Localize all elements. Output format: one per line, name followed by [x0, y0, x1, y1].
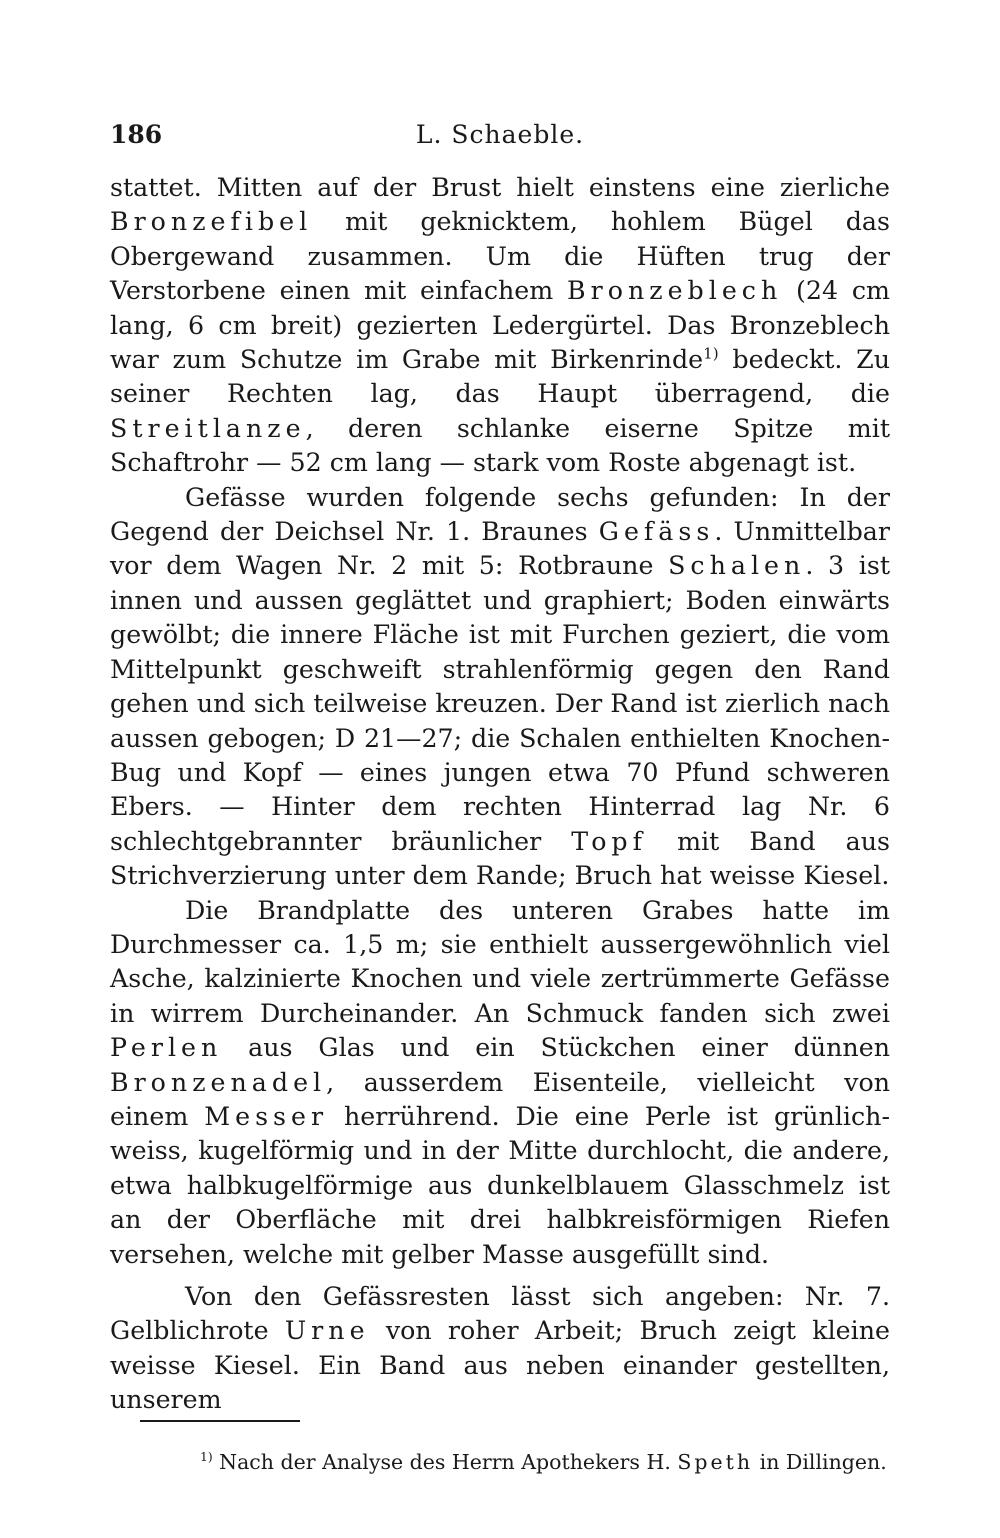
text-run: mit Band aus Strichverzierung unter dem Rande; Bruch hat weisse Kiesel.	[110, 826, 890, 891]
paragraph-3	[110, 894, 890, 1272]
spaced-term: Bronzefibel	[110, 207, 313, 237]
text-run: von roher Arbeit; Bruch zeigt kleine weisse Kiesel. Ein Band aus neben einander gestellten, unserem	[110, 1316, 890, 1415]
text-run: . 3 ist innen und aussen geglättet und graphiert; Boden einwärts gewölbt; die innere Fläche ist mit Furchen geziert, die vom Mittelpunkt geschweift strahlenförmig gegen den Rand gehen und sich teilweise kreuzen. Der Rand ist zierlich nach aussen gebogen; D 21—27; die Schalen enthielten Knochen-Bug und Kopf — eines jungen etwa 70 Pfund schweren Ebers. — Hinter dem rechten Hinterrad lag Nr. 6 schlechtgebrannter bräunlicher	[110, 551, 890, 856]
text-run: mit geknicktem, hohlem Bügel das Obergewand zusammen. Um die Hüften trug der Verstorbene einen mit einfachem	[110, 207, 890, 306]
body-text	[110, 171, 890, 1418]
spaced-term: Speth	[677, 1450, 754, 1474]
paragraph-2	[110, 481, 890, 894]
text-run: stattet. Mitten auf der Brust hielt einstens eine zierliche	[110, 173, 890, 202]
text-run: Von den Gefässresten lässt sich angeben: Nr. 7. Gelblichrote	[110, 1282, 890, 1346]
spaced-term: Bronzenadel	[110, 1067, 327, 1097]
text-run: bedeckt. Zu seiner Rechten lag, das Haupt überragend, die	[110, 345, 890, 409]
text-run: Gefässe wurden folgende sechs gefunden: In der Gegend der Deichsel Nr. 1. Braunes	[110, 482, 890, 547]
paragraph-4	[110, 1280, 890, 1418]
spaced-term: Gefäss	[598, 517, 715, 547]
footnote-reference[interactable]: 1)	[703, 344, 719, 363]
running-head	[110, 120, 890, 160]
text-run: aus Glas und ein Stückchen einer dünnen	[222, 1033, 890, 1063]
text-run: , ausserdem Eisenteile, vielleicht von einem	[110, 1067, 890, 1131]
text-run: herrührend. Die eine Perle ist grünlich-weiss, kugelförmig und in der Mitte durchlocht, die andere, etwa halbkugelförmige aus dunkelblauem Glasschmelz ist an der Oberfläche mit drei halbkreisförmigen Riefen versehen, welche mit gelber Masse ausgefüllt sind.	[110, 1101, 891, 1269]
running-head-author: L. Schaeble.	[415, 120, 585, 149]
spaced-term: Perlen	[110, 1033, 223, 1063]
footnote-text: in Dillingen.	[753, 1450, 887, 1474]
paragraph-1	[110, 171, 890, 481]
text-run: , deren schlanke eiserne Spitze mit Schaftrohr — 52 cm lang — stark vom Roste abgenagt ist.	[110, 413, 890, 478]
text-run: . Unmittelbar vor dem Wagen Nr. 2 mit 5: Rotbraune	[110, 517, 890, 581]
page-number: 186	[110, 120, 163, 149]
footnote-divider	[140, 1420, 300, 1422]
spaced-term: Schalen	[668, 551, 806, 581]
footnote	[200, 1448, 900, 1476]
footnote-mark: 1)	[200, 1450, 213, 1465]
spaced-term: Topf	[571, 826, 647, 856]
spaced-term: Bronzeblech	[567, 276, 783, 306]
text-run: (24 cm lang, 6 cm breit) gezierten Ledergürtel. Das Bronzeblech war zum Schutze im Grabe mit Birkenrinde	[110, 276, 891, 375]
footnote-text: Nach der Analyse des Herrn Apothekers H.	[212, 1450, 678, 1474]
spaced-term: Messer	[204, 1101, 329, 1131]
spaced-term: Urne	[284, 1316, 370, 1346]
spaced-term: Streitlanze	[110, 413, 306, 443]
text-run: Die Brandplatte des unteren Grabes hatte im Durchmesser ca. 1,5 m; sie enthielt aussergewöhnlich viel Asche, kalzinierte Knochen und viele zertrümmerte Gefässe in wirrem Durcheinander. An Schmuck fanden sich zwei	[110, 895, 890, 1028]
